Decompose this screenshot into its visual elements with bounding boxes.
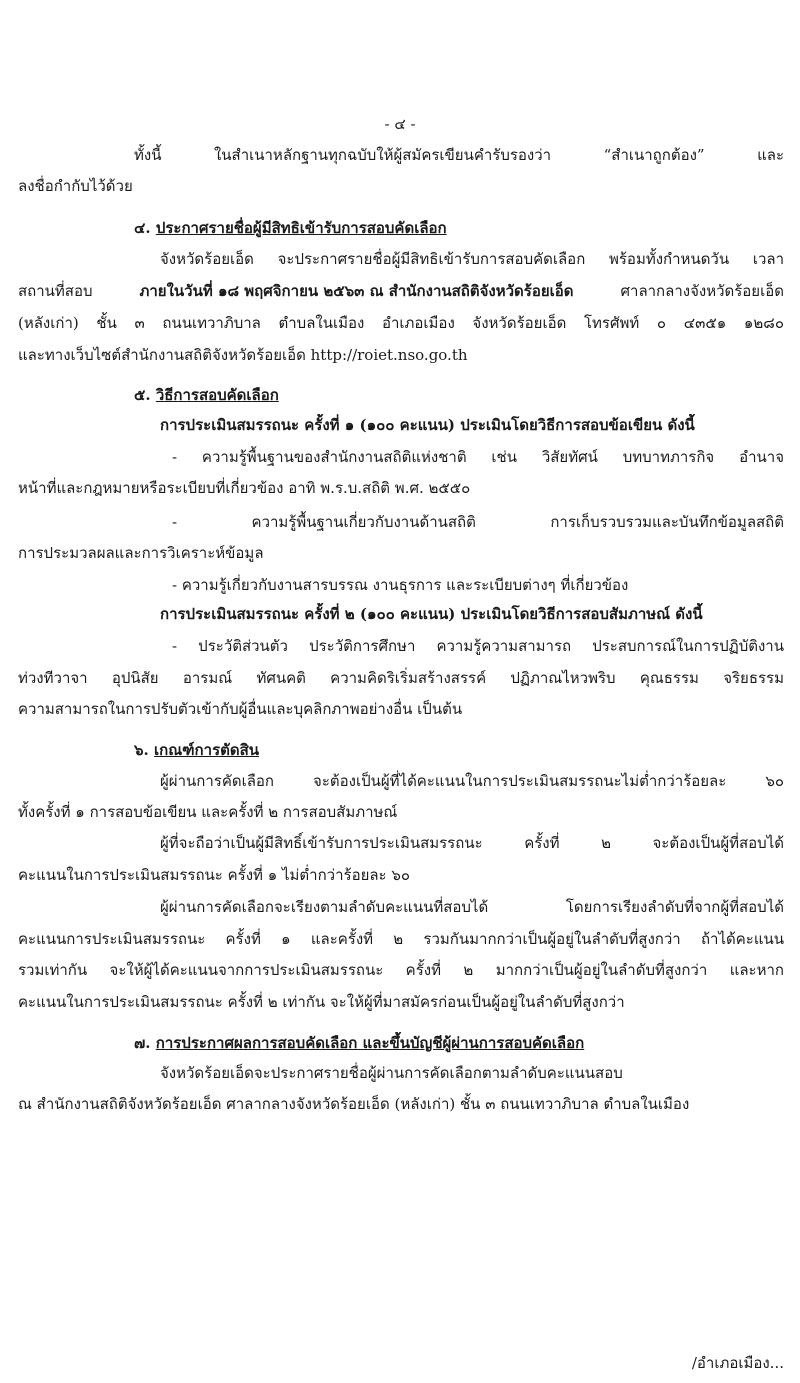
round-1-item-1-line-1: - ความรู้พื้นฐานของสำนักงานสถิติแห่งชาติ เช่น วิสัยทัศน์ บทบาทภารกิจ อำนาจ (172, 448, 784, 466)
round-1-item-3: - ความรู้เกี่ยวกับงานสารบรรณ งานธุรการ และระเบียบต่างๆ ที่เกี่ยวข้อง (172, 576, 629, 594)
intro-line-2: ลงชื่อกำกับไว้ด้วย (18, 177, 133, 195)
section-7-title: การประกาศผลการสอบคัดเลือก และขึ้นบัญชีผู้ผ่านการสอบคัดเลือก (155, 1034, 585, 1052)
section-4-title: ประกาศรายชื่อผู้มีสิทธิเข้ารับการสอบคัดเลือก (155, 219, 447, 237)
section-6-title: เกณฑ์การตัดสิน (153, 741, 260, 759)
section-4-number: ๔. (134, 219, 151, 237)
section-6-para-3-line-4: คะแนนในการประเมินสมรรถนะ ครั้งที่ ๒ เท่ากัน จะให้ผู้ที่มาสมัครก่อนเป็นผู้อยู่ในลำดับที่สูงกว่า (18, 993, 625, 1011)
section-6-para-3-line-1: ผู้ผ่านการคัดเลือกจะเรียงตามลำดับคะแนนที่สอบได้ โดยการเรียงลำดับที่จากผู้ที่สอบได้ (160, 898, 784, 916)
section-4-heading (134, 217, 800, 239)
section-4-venue-label: สถานที่สอบ (18, 282, 93, 300)
section-4-para-line-3: (หลังเก่า) ชั้น ๓ ถนนเทวาภิบาล ตำบลในเมือง อำเภอเมือง จังหวัดร้อยเอ็ด โทรศัพท์ ๐ ๔๓๕๑ ๑๒๘๐ (18, 314, 784, 332)
section-4-para-line-2 (18, 280, 784, 302)
section-6-para-2-line-1: ผู้ที่จะถือว่าเป็นผู้มีสิทธิ์เข้ารับการประเมินสมรรถนะ ครั้งที่ ๒ จะต้องเป็นผู้ที่สอบได้ (160, 834, 784, 852)
section-6-para-3-line-2: คะแนนการประเมินสมรรถนะ ครั้งที่ ๑ และครั้งที่ ๒ รวมกันมากกว่าเป็นผู้อยู่ในลำดับที่สูงกว่า ถ้าได้คะแนน (18, 930, 784, 948)
round-1-heading: การประเมินสมรรถนะ ครั้งที่ ๑ (๑๐๐ คะแนน) ประเมินโดยวิธีการสอบข้อเขียน ดังนี้ (160, 416, 695, 434)
section-6-para-3-line-3: รวมเท่ากัน จะให้ผู้ได้คะแนนจากการประเมินสมรรถนะ ครั้งที่ ๒ มากกว่าเป็นผู้อยู่ในลำดับที่สูงกว่า และหาก (18, 961, 784, 979)
section-6-para-1-line-1: ผู้ผ่านการคัดเลือก จะต้องเป็นผู้ที่ได้คะแนนในการประเมินสมรรถนะไม่ต่ำกว่าร้อยละ ๖๐ (160, 772, 784, 790)
section-5-heading (134, 384, 800, 406)
section-5-title: วิธีการสอบคัดเลือก (155, 386, 279, 404)
section-6-heading (134, 739, 800, 761)
section-7-para-line-1: จังหวัดร้อยเอ็ดจะประกาศรายชื่อผู้ผ่านการคัดเลือกตามลำดับคะแนนสอบ (160, 1064, 623, 1082)
round-1-item-2-line-2: การประมวลผลและการวิเคราะห์ข้อมูล (18, 544, 264, 562)
section-6-number: ๖. (134, 741, 149, 759)
section-6-para-2-line-2: คะแนนในการประเมินสมรรถนะ ครั้งที่ ๑ ไม่ต่ำกว่าร้อยละ ๖๐ (18, 866, 411, 884)
section-4-para-line-1: จังหวัดร้อยเอ็ด จะประกาศรายชื่อผู้มีสิทธิเข้ารับการสอบคัดเลือก พร้อมทั้งกำหนดวัน เวลา (160, 250, 784, 268)
section-7-para-line-2: ณ สำนักงานสถิติจังหวัดร้อยเอ็ด ศาลากลางจังหวัดร้อยเอ็ด (หลังเก่า) ชั้น ๓ ถนนเทวาภิบาล ตำบลในเมือง (18, 1095, 690, 1113)
page-continuation: /อำเภอเมือง... (691, 1354, 784, 1372)
section-4-venue-building: ศาลากลางจังหวัดร้อยเอ็ด (620, 282, 784, 300)
section-7-heading (134, 1032, 800, 1054)
round-2-item-1-line-3: ความสามารถในการปรับตัวเข้ากับผู้อื่นและบุคลิกภาพอย่างอื่น เป็นต้น (18, 700, 463, 718)
section-5-number: ๕. (134, 386, 151, 404)
round-2-item-1-line-2: ท่วงทีวาจา อุปนิสัย อารมณ์ ทัศนคติ ความคิดริเริ่มสร้างสรรค์ ปฏิภาณไหวพริบ คุณธรรม จริยธรรม (18, 669, 784, 687)
section-4-para-line-4: และทางเว็บไซต์สำนักงานสถิติจังหวัดร้อยเอ็ด http://roiet.nso.go.th (18, 346, 468, 364)
round-1-item-1-line-2: หน้าที่และกฎหมายหรือระเบียบที่เกี่ยวข้อง อาทิ พ.ร.บ.สถิติ พ.ศ. ๒๕๕๐ (18, 479, 471, 497)
section-4-deadline: ภายในวันที่ ๑๘ พฤศจิกายน ๒๕๖๓ ณ สำนักงานสถิติจังหวัดร้อยเอ็ด (139, 282, 574, 300)
page-number: - ๔ - (384, 115, 416, 133)
section-7-number: ๗. (134, 1034, 151, 1052)
intro-line-1: ทั้งนี้ ในสำเนาหลักฐานทุกฉบับให้ผู้สมัครเขียนคำรับรองว่า “สำเนาถูกต้อง” และ (134, 146, 784, 164)
round-2-item-1-line-1: - ประวัติส่วนตัว ประวัติการศึกษา ความรู้ความสามารถ ประสบการณ์ในการปฏิบัติงาน (172, 637, 784, 655)
round-1-item-2-line-1: - ความรู้พื้นฐานเกี่ยวกับงานด้านสถิติ การเก็บรวบรวมและบันทึกข้อมูลสถิติ (172, 513, 784, 531)
section-6-para-1-line-2: ทั้งครั้งที่ ๑ การสอบข้อเขียน และครั้งที่ ๒ การสอบสัมภาษณ์ (18, 803, 398, 821)
round-2-heading: การประเมินสมรรถนะ ครั้งที่ ๒ (๑๐๐ คะแนน) ประเมินโดยวิธีการสอบสัมภาษณ์ ดังนี้ (160, 605, 703, 623)
